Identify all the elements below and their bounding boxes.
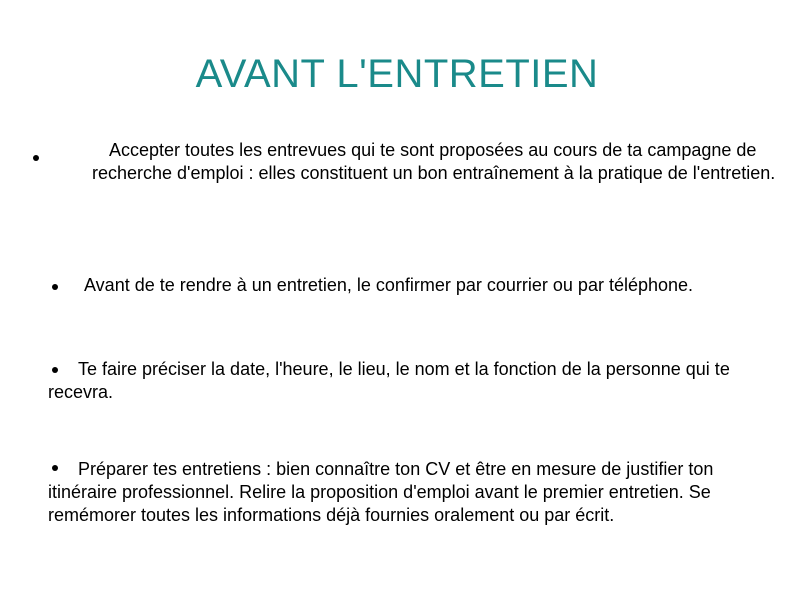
- list-item: Te faire préciser la date, l'heure, le lieu, le nom et la fonction de la personne qui te recevra.: [48, 359, 730, 402]
- list-item: Préparer tes entretiens : bien connaître ton CV et être en mesure de justifier ton itinéraire professionnel. Relire la proposition d'emploi avant le premier entretien. Se remémorer toutes les informations déjà fournies oralement ou par écrit.: [48, 459, 714, 525]
- list-item: Avant de te rendre à un entretien, le confirmer par courrier ou par téléphone.: [84, 275, 694, 295]
- list-item: Accepter toutes les entrevues qui te sont proposées au cours de ta campagne de recherche d'emploi : elles constituent un bon entraînement à la pratique de l'entretien.: [92, 140, 776, 183]
- slide-title: AVANT L'ENTRETIEN: [195, 52, 599, 96]
- bullet-icon: [33, 155, 39, 161]
